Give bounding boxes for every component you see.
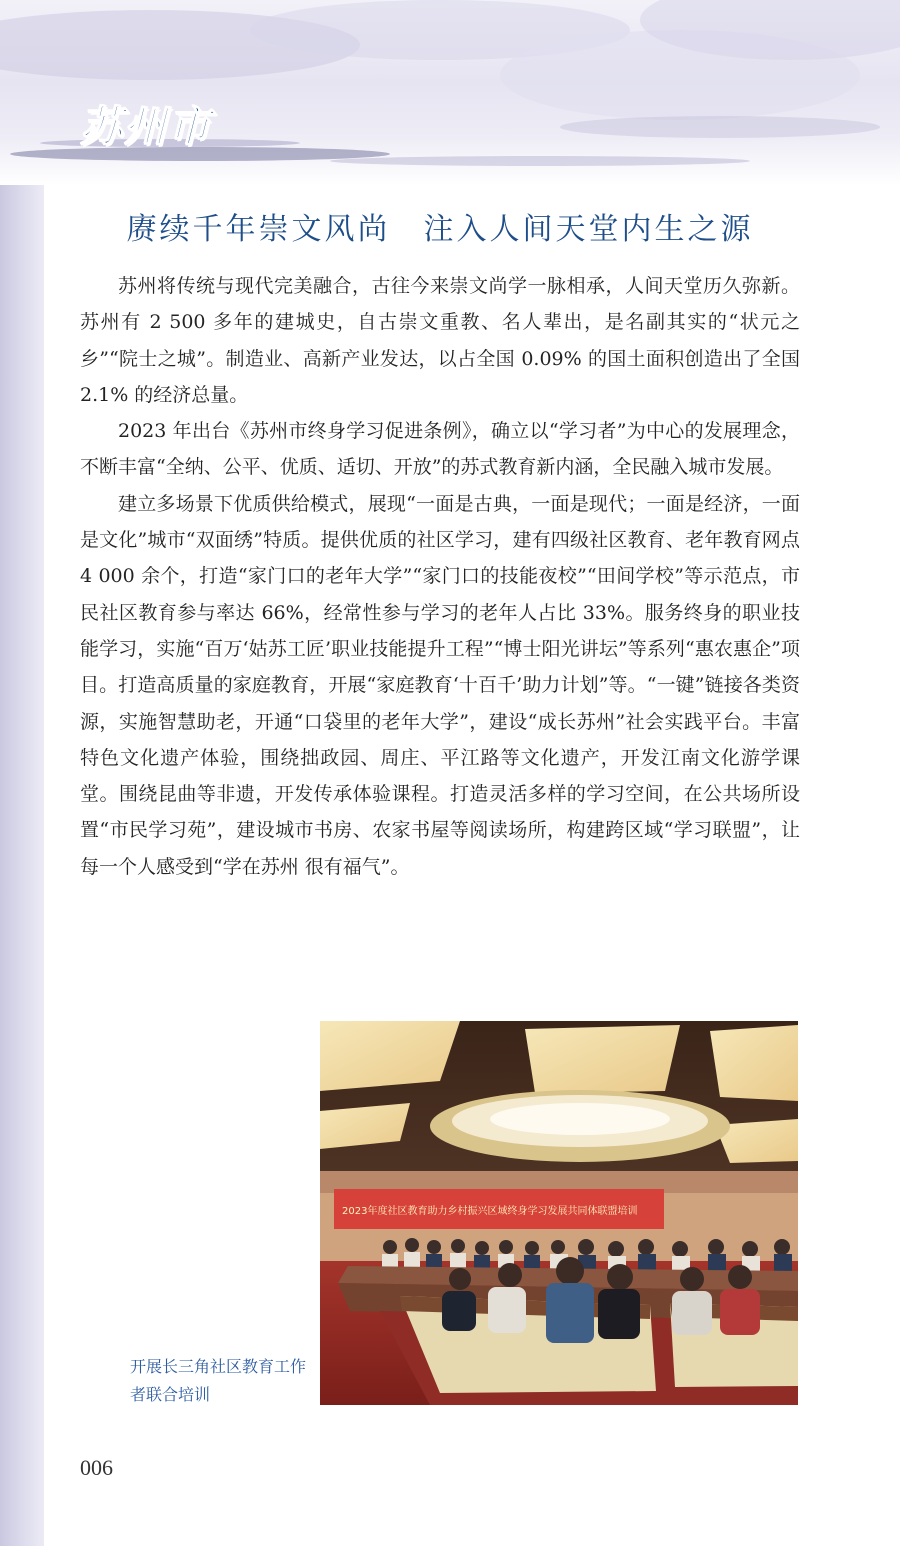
paragraph: 建立多场景下优质供给模式，展现“一面是古典，一面是现代；一面是经济，一面是文化”城市“双面绣”特质。提供优质的社区学习，建有四级社区教育、老年教育网点 4 000 余个，打造“家门口的老年大学”“家门口的技能夜校”“田间学校”等示范点，市民社区教育参与率达 66%，经常性参与学习的老年人占比 33%。服务终身的职业技能学习，实施“百万‘姑苏工匠’职业技能提升工程”“博士阳光讲坛”等系列“惠农惠企”项目。打造高质量的家庭教育，开展“家庭教育‘十百千’助力计划”等。“一键”链接各类资源，实施智慧助老，开通“口袋里的老年大学”，建设“成长苏州”社会实践平台。丰富特色文化遗产体验，围绕拙政园、周庄、平江路等文化遗产，开发江南文化游学课堂。围绕昆曲等非遗，开发传承体验课程。打造灵活多样的学习空间，在公共场所设置“市民学习苑”，建设城市书房、农家书屋等阅读场所，构建跨区域“学习联盟”，让每一个人感受到“学在苏州 很有福气”。	[80, 492, 800, 878]
cloud-decoration	[560, 116, 880, 138]
header-band	[0, 0, 900, 185]
paragraph: 2023 年出台《苏州市终身学习促进条例》，确立以“学习者”为中心的发展理念，不断丰富“全纳、公平、优质、适切、开放”的苏式教育新内涵，全民融入城市发展。	[80, 420, 800, 479]
training-photo	[320, 1021, 798, 1405]
photo-caption: 开展长三角社区教育工作者联合培训	[130, 1357, 307, 1404]
page-number: 006	[80, 1455, 113, 1480]
banner-text: 2023年度社区教育助力乡村振兴区域终身学习发展共同体联盟培训	[342, 1206, 638, 1217]
cloud-decoration	[330, 156, 750, 166]
city-title: 苏州市	[80, 102, 213, 151]
article-body	[80, 268, 800, 885]
sidebar-stripe	[0, 185, 44, 1546]
paragraph: 苏州将传统与现代完美融合，古往今来崇文尚学一脉相承，人间天堂历久弥新。苏州有 2 500 多年的建城史，自古崇文重教、名人辈出，是名副其实的“状元之乡”“院士之城”。制造业、高新产业发达，以占全国 0.09% 的国土面积创造出了全国 2.1% 的经济总量。	[80, 275, 800, 406]
article-title: 赓续千年崇文风尚 注入人间天堂内生之源	[126, 212, 754, 247]
